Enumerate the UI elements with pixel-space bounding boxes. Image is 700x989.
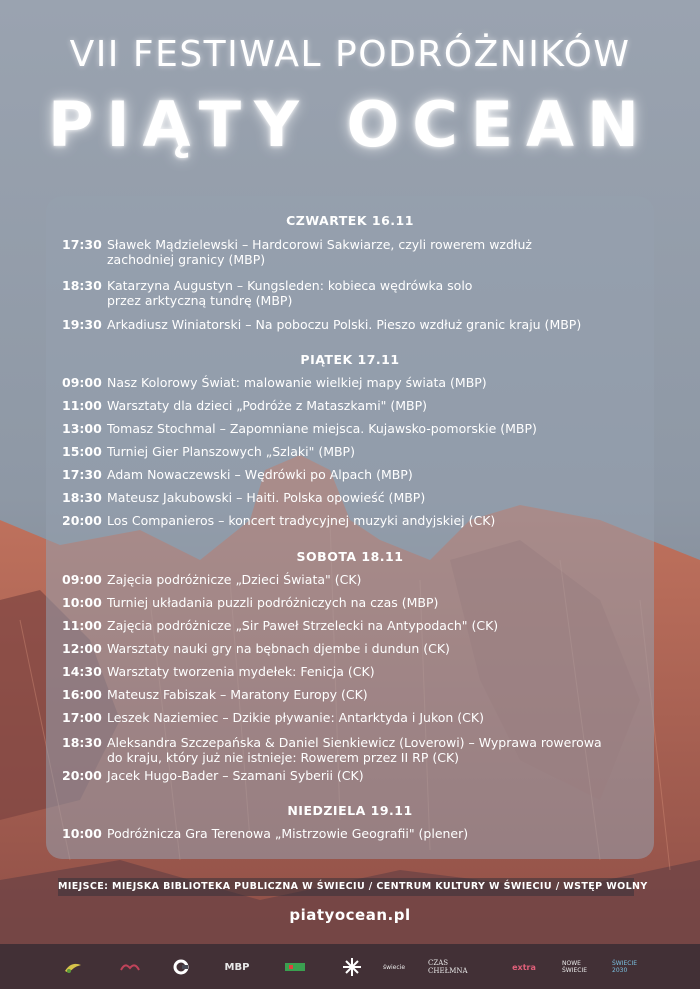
event-time: 16:00 <box>62 687 102 702</box>
event-time: 18:30 <box>62 735 102 750</box>
day-heading-saturday: SOBOTA 18.11 <box>296 549 404 564</box>
sponsor-logo-czas-chelmna: CZAS CHEŁMNA <box>428 959 468 975</box>
event-time: 11:00 <box>62 398 102 413</box>
event-description: Adam Nowaczewski – Wędrówki po Alpach (MBP) <box>107 467 413 482</box>
event-time: 17:30 <box>62 237 102 252</box>
event-time: 10:00 <box>62 595 102 610</box>
event-description: Podróżnicza Gra Terenowa „Mistrzowie Geografii" (plener) <box>107 826 469 841</box>
day-heading-thursday: CZWARTEK 16.11 <box>286 213 414 228</box>
day-heading-sunday: NIEDZIELA 19.11 <box>287 803 413 818</box>
sponsor-logo-icon <box>342 958 362 976</box>
event-description: Turniej Gier Planszowych „Szlaki" (MBP) <box>107 444 355 459</box>
festival-subtitle: VII FESTIWAL PODRÓŻNIKÓW <box>69 34 631 75</box>
sponsor-logo-extra: extra <box>512 962 536 972</box>
event-description: Katarzyna Augustyn – Kungsleden: kobieca wędrówka solo przez arktyczną tundrę (MBP) <box>107 278 473 308</box>
sponsor-logo-swiecie: świecie <box>382 963 406 971</box>
sponsor-logo-swiecie-2030: ŚWIECIE 2030 <box>612 960 638 974</box>
sponsor-logo-nowe-swiecie: NOWE ŚWIECIE <box>562 960 588 974</box>
event-description: Zajęcia podróżnicze „Sir Paweł Strzelecki na Antypodach" (CK) <box>107 618 499 633</box>
event-time: 20:00 <box>62 513 102 528</box>
event-description: Tomasz Stochmal – Zapomniane miejsca. Kujawsko-pomorskie (MBP) <box>107 421 537 436</box>
event-description: Warsztaty nauki gry na bębnach djembe i dundun (CK) <box>107 641 450 656</box>
event-description: Zajęcia podróżnicze „Dzieci Świata" (CK) <box>107 572 362 587</box>
event-description: Turniej układania puzzli podróżniczych na czas (MBP) <box>107 595 439 610</box>
event-description: Nasz Kolorowy Świat: malowanie wielkiej mapy świata (MBP) <box>107 375 487 390</box>
sponsor-logo-icon <box>284 958 306 976</box>
festival-title: PIĄTY OCEAN <box>48 88 652 161</box>
event-time: 20:00 <box>62 768 102 783</box>
event-description: Los Companieros – koncert tradycyjnej muzyki andyjskiej (CK) <box>107 513 496 528</box>
event-time: 17:00 <box>62 710 102 725</box>
event-time: 14:30 <box>62 664 102 679</box>
event-time: 19:30 <box>62 317 102 332</box>
event-description: Warsztaty dla dzieci „Podróże z Mataszkami" (MBP) <box>107 398 428 413</box>
event-description: Arkadiusz Winiatorski – Na poboczu Polski. Pieszo wzdłuż granic kraju (MBP) <box>107 317 582 332</box>
event-description: Warsztaty tworzenia mydełek: Fenicja (CK) <box>107 664 375 679</box>
event-time: 13:00 <box>62 421 102 436</box>
event-time: 10:00 <box>62 826 102 841</box>
event-description: Leszek Naziemiec – Dzikie pływanie: Antarktyda i Jukon (CK) <box>107 710 484 725</box>
event-time: 11:00 <box>62 618 102 633</box>
event-description: Mateusz Fabiszak – Maratony Europy (CK) <box>107 687 368 702</box>
sponsor-logo-mbp: MBP <box>224 961 250 973</box>
event-time: 15:00 <box>62 444 102 459</box>
sponsor-logo-icon <box>62 958 84 976</box>
event-description: Jacek Hugo-Bader – Szamani Syberii (CK) <box>107 768 364 783</box>
event-time: 17:30 <box>62 467 102 482</box>
sponsor-logo-icon <box>118 958 142 976</box>
website-link[interactable]: piatyocean.pl <box>289 906 411 924</box>
event-description: Aleksandra Szczepańska & Daniel Sienkiewicz (Loverowi) – Wyprawa rowerowa do kraju, który już nie istnieje: Rowerem przez II RP (CK) <box>107 735 602 765</box>
event-time: 12:00 <box>62 641 102 656</box>
sponsor-logo-icon <box>172 958 190 976</box>
event-description: Sławek Mądzielewski – Hardcorowi Sakwiarze, czyli rowerem wzdłuż zachodniej granicy (MBP) <box>107 237 532 267</box>
event-time: 09:00 <box>62 375 102 390</box>
sponsor-logos-bar <box>0 944 700 989</box>
event-time: 09:00 <box>62 572 102 587</box>
venue-info-bar: MIEJSCE: MIEJSKA BIBLIOTEKA PUBLICZNA W ŚWIECIU / CENTRUM KULTURY W ŚWIECIU / WSTĘP WOLNY <box>58 878 634 896</box>
event-time: 18:30 <box>62 490 102 505</box>
event-description: Mateusz Jakubowski – Haiti. Polska opowieść (MBP) <box>107 490 426 505</box>
day-heading-friday: PIĄTEK 17.11 <box>300 352 400 367</box>
event-time: 18:30 <box>62 278 102 293</box>
